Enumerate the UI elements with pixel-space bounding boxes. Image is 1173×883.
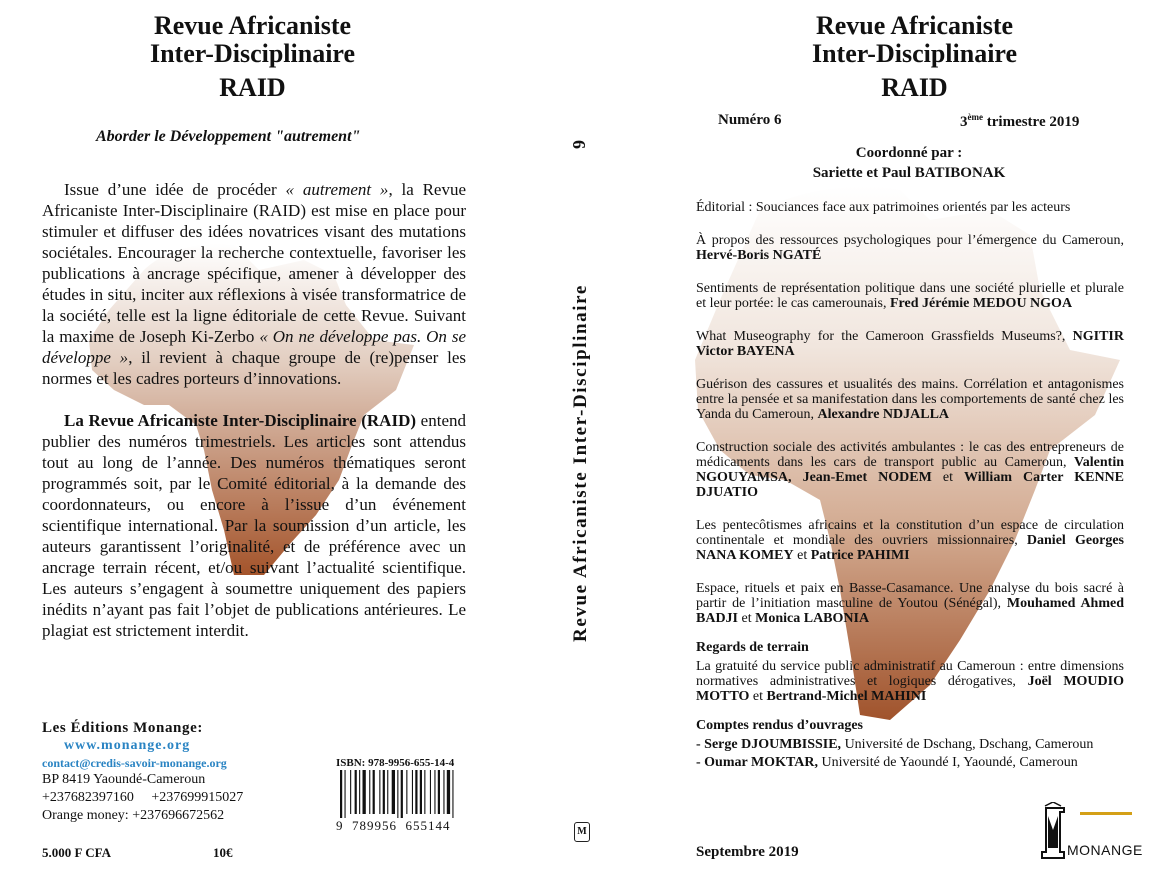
spine-title: Revue Africaniste Inter-Disciplinaire xyxy=(570,284,591,642)
spine-publisher-logo-icon: M xyxy=(574,822,590,842)
price-eur: 10€ xyxy=(213,845,233,860)
toc-entry: Construction sociale des activités ambulantes : le cas des entrepreneurs de médicaments dans les cars de transport public au Cameroun, Valentin NGOUYAMSA, Jean-Emet NODEM et William Carter KENNE DJUATIO xyxy=(696,440,1125,500)
back-title-line1: Revue Africaniste xyxy=(153,11,352,40)
publisher-address: BP 8419 Yaoundé-Cameroun xyxy=(42,772,206,787)
table-of-contents xyxy=(696,200,1124,773)
back-tagline: Aborder le Développement "autrement" xyxy=(96,128,361,145)
publisher-phone: +237682397160 +237699915027 xyxy=(42,790,244,805)
coordinated-by-label: Coordonné par : xyxy=(855,145,963,161)
back-paragraph-1: Issue d’une idée de procéder « autrement », la Revue Africaniste Inter-Disciplinaire (RAID) est mise en place pour stimuler et diffuser des idées novatrices visant des mutations sociétales. Encourager la recherche contextuelle, favoriser les publications à ancrage spécifique, amener à développer des études in situ, inciter aux réflexions à visée transformatrice de la société, telle est la ligne éditoriale de cette Revue. Suivant la maxime de Joseph Ki-Zerbo « On ne développe pas. On se développe », il revient à chaque groupe de (re)penser les normes et les cadres porteurs d’innovations. xyxy=(42,180,467,388)
toc-entry: Sentiments de représentation politique dans une société plurielle et plurale et leur portée: le cas camerounais, Fred Jérémie MEDOU NGOA xyxy=(696,281,1124,311)
front-title-line1: Revue Africaniste xyxy=(815,11,1014,40)
back-title-block xyxy=(100,12,405,102)
price-cfa: 5.000 F CFA xyxy=(42,845,111,860)
section-heading-reviews: Comptes rendus d’ouvrages xyxy=(696,718,863,733)
publisher-name: Les Éditions Monange: xyxy=(42,720,203,736)
back-paragraph-2: La Revue Africaniste Inter-Disciplinaire (RAID) entend publier des numéros trimestriels. Les articles sont attendus tout au long de l’année. Des numéros thématiques seront programmés soit, par le Comité éditorial, à la demande des coordonnateurs, ou encore à l’issue d’un événement scientifique international. Par la soumission d’un article, les auteurs garantissent l’originalité, et de préférence avec un ancrage terrain récent, et/ou suivant l’actualité scientifique. Les auteurs s’engagent à soumettre uniquement des papiers inédits n’ayant pas fait l’objet de publications antérieures. Le plagiat est strictement interdit. xyxy=(42,411,466,640)
publication-date: Septembre 2019 xyxy=(696,844,799,860)
monange-logo-text: MONANGE xyxy=(1067,842,1143,858)
toc-entry: Guérison des cassures et usualités des mains. Corrélation et antagonismes entre la pensée et sa manifestation dans les comportements de santé chez les Yanda du Cameroun, Alexandre NDJALLA xyxy=(696,377,1124,422)
isbn-label: ISBN: 978-9956-655-14-4 xyxy=(336,757,455,769)
toc-entry: Les pentecôtismes africains et la constitution d’un espace de circulation continentale et mondiale des ouvriers missionnaires, Daniel Georges NANA KOMEY et Patrice PAHIMI xyxy=(696,518,1124,563)
issue-number: Numéro 6 xyxy=(718,112,782,128)
issue-trimester: 3ème trimestre 2019 xyxy=(960,112,1080,130)
toc-entry: Éditorial : Souciances face aux patrimoines orientés par les acteurs xyxy=(696,200,1071,215)
front-title-line2: Inter-Disciplinaire xyxy=(811,39,1018,68)
toc-entry: What Museography for the Cameroon Grassfields Museums?, NGITIR Victor BAYENA xyxy=(696,329,1124,359)
publisher-website-link[interactable]: www.monange.org xyxy=(64,738,191,753)
publisher-block xyxy=(42,720,243,825)
barcode-icon xyxy=(336,770,484,818)
publisher-email-link[interactable]: contact@credis-savoir-monange.org xyxy=(42,756,227,770)
front-title-raid: RAID xyxy=(881,73,948,102)
front-title-block xyxy=(762,12,1067,102)
back-title-raid: RAID xyxy=(219,73,286,102)
toc-entry: Espace, rituels et paix en Basse-Casamance. Une analyse du bois sacré à partir de l’initiation masculine de Youtou (Sénégal), Mouhamed Ahmed BADJI et Monica LABONIA xyxy=(696,581,1125,626)
barcode-digits: 9 789956 655144 xyxy=(336,818,451,833)
review-entry: - Oumar MOKTAR, Université de Yaoundé I, Yaoundé, Cameroun xyxy=(696,755,1078,770)
back-title-line2: Inter-Disciplinaire xyxy=(149,39,356,68)
section-heading-terrain: Regards de terrain xyxy=(696,640,809,655)
publisher-orange-money: Orange money: +237696672562 xyxy=(42,808,225,823)
coordinators: Sariette et Paul BATIBONAK xyxy=(812,165,1006,181)
back-description xyxy=(42,179,466,641)
spine-number: 6 xyxy=(569,140,589,149)
review-entry: - Serge DJOUMBISSIE, Université de Dschang, Dschang, Cameroun xyxy=(696,737,1094,752)
toc-entry: La gratuité du service public administratif au Cameroun : entre dimensions normatives administratives et logiques dérogatives, Joël MOUDIO MOTTO et Bertrand-Michel MAHINI xyxy=(696,659,1124,704)
toc-entry: À propos des ressources psychologiques pour l’émergence du Cameroun, Hervé-Boris NGATÉ xyxy=(696,233,1124,263)
